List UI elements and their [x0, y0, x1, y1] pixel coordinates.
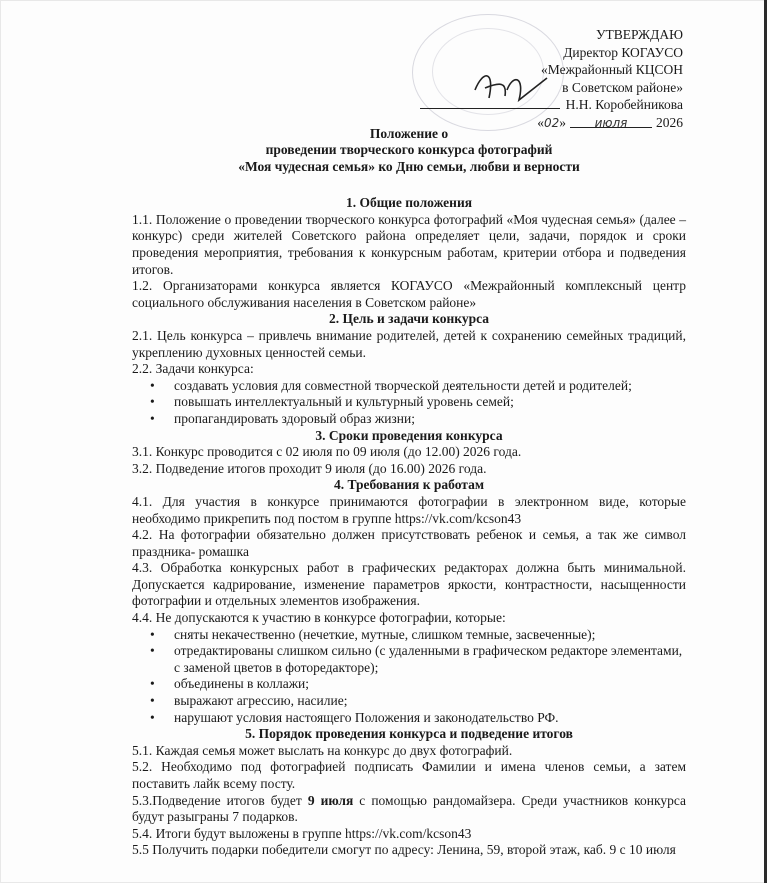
- paragraph-4-4: 4.4. Не допускаются к участию в конкурсе фотографии, которые:: [132, 610, 506, 626]
- title-line-1: Положение о: [369, 126, 449, 141]
- list-item: • отредактированы слишком сильно (с удаленными в графическом редакторе элементами, с заменой цветов в фоторедакторе);: [174, 643, 686, 676]
- title-line-2: проведении творческого конкурса фотографий: [265, 142, 553, 158]
- list-item: • повышать интеллектуальный и культурный уровень семей;: [174, 394, 686, 411]
- date-open-quote: «: [537, 114, 544, 130]
- signature-line: [420, 96, 560, 109]
- paragraph-2-2: 2.2. Задачи конкурса:: [132, 361, 254, 377]
- vk-group-link-results[interactable]: https://vk.com/kcson43: [344, 825, 472, 841]
- paragraph-4-3: 4.3. Обработка конкурсных работ в графических редакторах должна быть минимальной. Допускается кадрирование, изменение параметров яркости, контрастности, насыщенности фотографии и отдельных элементов изображения.: [132, 560, 686, 609]
- organization-name: «Межрайонный КЦСОН: [541, 62, 683, 77]
- list-item: • нарушают условия настоящего Положения и законодательство РФ.: [174, 710, 686, 727]
- paragraph-2-1: 2.1. Цель конкурса – привлечь внимание родителей, детей к сохранению семейных традиций, укреплению духовных ценностей семьи.: [132, 327, 686, 360]
- paragraph-5-4-text: 5.4. Итоги будут выложены в группе: [132, 825, 345, 841]
- document-title: [132, 126, 686, 175]
- paragraph-4-2: 4.2. На фотографии обязательно должен присутствовать ребенок и семья, а так же символ праздника- ромашка: [132, 527, 686, 559]
- director-name: Н.Н. Коробейникова: [565, 97, 683, 112]
- paragraph-5-5: 5.5 Получить подарки победители смогут по адресу: Ленина, 59, второй этаж, каб. 9 с 10 июля: [132, 842, 676, 858]
- paragraph-4-1-text: 4.1. Для участия в конкурсе принимаются фотографии в электронном виде, которые необходимо прикрепить под постом в группе: [132, 493, 686, 526]
- title-line-3: «Моя чудесная семья» ко Дню семьи, любви и верности: [238, 158, 580, 174]
- results-date: 9 июля: [307, 792, 354, 808]
- approve-label: УТВЕРЖДАЮ: [595, 27, 683, 42]
- date-day: 02: [543, 115, 560, 130]
- paragraph-5-2: 5.2. Необходимо под фотографией подписать Фамилии и имена членов семьи, а затем поставить лайк всему посту.: [132, 759, 686, 791]
- paragraph-3-2: 3.2. Подведение итогов проходит 9 июля (до 16.00) 2026 года.: [132, 460, 487, 476]
- section-3-heading: 3. Сроки проведения конкурса: [315, 427, 503, 443]
- director-position: Директор КОГАУСО: [563, 44, 683, 60]
- section-5-heading: 5. Порядок проведения конкурса и подведение итогов: [245, 726, 573, 742]
- list-item: • создавать условия для совместной творческой деятельности детей и родителей;: [174, 378, 686, 395]
- list-item: • объединены в коллажи;: [174, 676, 686, 693]
- list-item: • выражают агрессию, насилие;: [174, 693, 686, 710]
- section-2-heading: 2. Цель и задачи конкурса: [328, 311, 490, 327]
- paragraph-5-3-a: 5.3.Подведение итогов будет: [132, 792, 302, 808]
- paragraph-5-4: [132, 826, 686, 843]
- date-year: 2026: [656, 114, 683, 130]
- tasks-list: [132, 378, 686, 428]
- approval-block: [403, 26, 683, 132]
- organization-region: в Советском районе»: [562, 79, 683, 95]
- exclusions-list: [132, 627, 686, 727]
- paragraph-5-3-c: с помощью рандомайзера. Среди участников конкурса будут разыграны 7 подарков.: [132, 792, 686, 825]
- director-signature-row: [403, 96, 683, 114]
- paragraph-5-3: [132, 793, 686, 826]
- section-1-heading: 1. Общие положения: [345, 195, 473, 211]
- paragraph-5-1: 5.1. Каждая семья может выслать на конкурс до двух фотографий.: [132, 742, 513, 758]
- vk-group-link[interactable]: https://vk.com/kcson43: [394, 510, 522, 526]
- list-item: • сняты некачественно (нечеткие, мутные, слишком темные, засвеченные);: [174, 627, 686, 644]
- date-close-quote: »: [559, 114, 566, 130]
- paragraph-1-1: 1.1. Положение о проведении творческого конкурса фотографий «Моя чудесная семья» (далее – конкурс) среди жителей Советского района определяет цели, задачи, порядок и сроки проведения мероприятия, требования к конкурсным работам, критерии отбора и подведения итогов.: [132, 211, 686, 277]
- section-4-heading: 4. Требования к работам: [333, 477, 485, 493]
- document-body: [132, 126, 686, 859]
- paragraph-1-2: 1.2. Организаторами конкурса является КОГАУСО «Межрайонный комплексный центр социального обслуживания населения в Советском районе»: [132, 278, 686, 310]
- date-month: июля: [570, 115, 652, 128]
- paragraph-4-1: [132, 494, 686, 527]
- list-item: • пропагандировать здоровый образ жизни;: [174, 411, 686, 428]
- paragraph-3-1: 3.1. Конкурс проводится с 02 июля по 09 июля (до 12.00) 2026 года.: [132, 444, 522, 460]
